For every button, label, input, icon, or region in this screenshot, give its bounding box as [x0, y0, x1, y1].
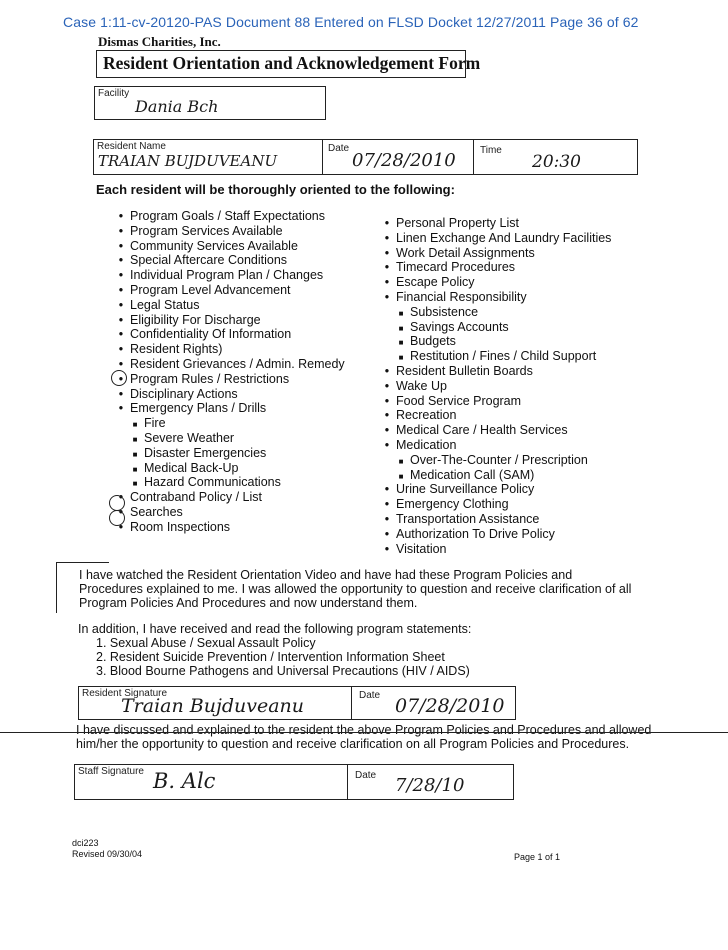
checklist-item: [378, 246, 611, 261]
left-checklist: [112, 209, 345, 535]
checklist-item: [112, 446, 345, 461]
checklist-item: [112, 431, 345, 446]
bullet-icon: •: [384, 437, 390, 452]
checklist-item-label: Legal Status: [130, 297, 200, 312]
checklist-item-label: Medication: [396, 437, 457, 452]
checklist-item-label: Fire: [144, 416, 166, 431]
checklist-item-label: Subsistence: [410, 304, 479, 319]
orientation-intro: Each resident will be thoroughly oriented to the following:: [96, 182, 455, 197]
bullet-icon: •: [384, 378, 390, 393]
checklist-item-label: Food Service Program: [396, 393, 522, 408]
checklist-item-label: Resident Rights): [130, 342, 223, 357]
checklist-item: [378, 394, 611, 409]
acknowledgement-paragraph: I have watched the Resident Orientation Video and have had these Program Policies and Procedures explained to me. I was allowed the opportunity to question and receive clarification of all Program Policies And Procedures and now understand them.: [79, 568, 632, 610]
checklist-item: [112, 342, 345, 357]
checklist-item: [112, 313, 345, 328]
staff-paragraph: I have discussed and explained to the resident the above Program Policies and Procedures and allowed him/her the opportunity to question and receive clarification on all Program Policies and Procedures.: [76, 723, 652, 751]
checklist-item: [112, 327, 345, 342]
bullet-icon: •: [384, 511, 390, 526]
sub-bullet-icon: ■: [132, 449, 138, 459]
checklist-item: [378, 438, 611, 453]
resident-signature-date-value: 07/28/2010: [395, 695, 505, 717]
bullet-icon: •: [118, 342, 124, 357]
bullet-icon: •: [118, 490, 124, 505]
staff-signature-box: [74, 764, 514, 800]
checklist-item-label: Program Rules / Restrictions: [130, 371, 290, 386]
date-value: 07/28/2010: [352, 150, 456, 171]
staff-signature-date-value: 7/28/10: [395, 775, 465, 796]
checklist-item: [112, 253, 345, 268]
checklist-item-label: Restitution / Fines / Child Support: [410, 349, 597, 364]
checklist-item-label: Wake Up: [396, 378, 447, 393]
bullet-icon: •: [118, 327, 124, 342]
bullet-icon: •: [384, 289, 390, 304]
resident-signature-box: [78, 686, 516, 720]
bullet-icon: •: [118, 312, 124, 327]
staff-signature-value: B. Alc: [153, 769, 216, 793]
checklist-item-label: Authorization To Drive Policy: [396, 526, 555, 541]
right-checklist: [378, 216, 611, 556]
checklist-item: [112, 505, 345, 520]
checklist-item: [112, 475, 345, 490]
checklist-item-label: Financial Responsibility: [396, 289, 527, 304]
circled-bullet: [111, 370, 127, 386]
time-value: 20:30: [532, 152, 581, 172]
checklist-item: [378, 497, 611, 512]
bullet-icon: •: [118, 282, 124, 297]
bullet-icon: •: [118, 386, 124, 401]
bullet-icon: •: [384, 526, 390, 541]
checklist-item-label: Medical Back-Up: [144, 460, 239, 475]
checklist-item: [378, 320, 611, 335]
checklist-item-label: Escape Policy: [396, 275, 475, 290]
checklist-item-label: Timecard Procedures: [396, 260, 516, 275]
checklist-item-label: Disciplinary Actions: [130, 386, 238, 401]
checklist-item-label: Searches: [130, 504, 183, 519]
checklist-item: [112, 372, 345, 387]
checklist-item-label: Program Services Available: [130, 223, 283, 238]
bullet-icon: •: [384, 423, 390, 438]
bullet-icon: •: [118, 268, 124, 283]
checklist-item-label: Resident Grievances / Admin. Remedy: [130, 356, 345, 371]
bullet-icon: •: [118, 297, 124, 312]
checklist-item: [378, 542, 611, 557]
checklist-item-label: Budgets: [410, 334, 456, 349]
bullet-icon: •: [118, 238, 124, 253]
checklist-item-label: Emergency Plans / Drills: [130, 401, 267, 416]
checklist-item: [378, 482, 611, 497]
checklist-item: [378, 423, 611, 438]
checklist-item: [378, 527, 611, 542]
statement-item: 3. Blood Bourne Pathogens and Universal Precautions (HIV / AIDS): [96, 664, 470, 678]
facility-label: Facility: [98, 88, 130, 99]
checklist-item-label: Hazard Communications: [144, 475, 281, 490]
checklist-item: [378, 408, 611, 423]
checklist-item: [378, 260, 611, 275]
checklist-item-label: Urine Surveillance Policy: [396, 482, 535, 497]
checklist-item-label: Personal Property List: [396, 216, 519, 230]
checklist-item: [112, 224, 345, 239]
checklist-item-label: Disaster Emergencies: [144, 445, 267, 460]
sub-bullet-icon: ■: [398, 456, 404, 466]
sub-bullet-icon: ■: [398, 338, 404, 348]
checklist-item: [378, 379, 611, 394]
court-header: Case 1:11-cv-20120-PAS Document 88 Entered on FLSD Docket 12/27/2011 Page 36 of 62: [63, 14, 639, 30]
checklist-item-label: Program Level Advancement: [130, 282, 291, 297]
checklist-item: [378, 231, 611, 246]
statement-item: 1. Sexual Abuse / Sexual Assault Policy: [96, 636, 316, 650]
checklist-item-label: Program Goals / Staff Expectations: [130, 209, 326, 223]
circled-bullet: [109, 510, 125, 526]
checklist-item-label: Special Aftercare Conditions: [130, 253, 288, 268]
checklist-item: [112, 490, 345, 505]
statement-item: 2. Resident Suicide Prevention / Intervention Information Sheet: [96, 650, 445, 664]
staff-signature-date-label: Date: [355, 770, 377, 781]
checklist-item: [378, 468, 611, 483]
checklist-item: [112, 298, 345, 313]
resident-name-label: Resident Name: [97, 141, 166, 152]
checklist-item: [378, 275, 611, 290]
checklist-item: [112, 268, 345, 283]
checklist-item-label: Medical Care / Health Services: [396, 423, 568, 438]
checklist-item: [378, 349, 611, 364]
checklist-item-label: Contraband Policy / List: [130, 490, 263, 505]
checklist-item: [378, 453, 611, 468]
resident-info-box: [93, 139, 638, 175]
checklist-item: [112, 357, 345, 372]
checklist-item-label: Medication Call (SAM): [410, 467, 535, 482]
resident-signature-value: Traian Bujduveanu: [121, 695, 305, 717]
bullet-icon: •: [118, 223, 124, 238]
facility-value: Dania Bch: [135, 97, 219, 116]
checklist-item-label: Confidentiality Of Information: [130, 327, 292, 342]
bullet-icon: •: [384, 363, 390, 378]
resident-signature-label: Resident Signature: [82, 688, 168, 699]
checklist-item-label: Savings Accounts: [410, 319, 509, 334]
statements-list: [96, 636, 470, 678]
sub-bullet-icon: ■: [398, 308, 404, 318]
checklist-item: [112, 209, 345, 224]
sub-bullet-icon: ■: [132, 434, 138, 444]
checklist-item: [378, 290, 611, 305]
footer-form-code: dci223: [72, 838, 99, 848]
checklist-item-label: Individual Program Plan / Changes: [130, 268, 324, 283]
bullet-icon: •: [118, 401, 124, 416]
checklist-item-label: Emergency Clothing: [396, 497, 509, 512]
bullet-icon: •: [118, 519, 124, 534]
checklist-item-label: Severe Weather: [144, 430, 235, 445]
checklist-item: [378, 364, 611, 379]
checklist-item: [112, 461, 345, 476]
checklist-item: [378, 512, 611, 527]
strike-line: [0, 732, 728, 733]
checklist-item: [112, 239, 345, 254]
bullet-icon: •: [384, 245, 390, 260]
checklist-item-label: Linen Exchange And Laundry Facilities: [396, 230, 612, 245]
bullet-icon: •: [384, 260, 390, 275]
checklist-item-label: Room Inspections: [130, 519, 231, 534]
addition-intro: In addition, I have received and read the following program statements:: [78, 622, 472, 636]
sub-bullet-icon: ■: [132, 479, 138, 489]
date-label: Date: [328, 143, 350, 154]
bullet-icon: •: [118, 253, 124, 268]
bullet-icon: •: [118, 209, 124, 223]
checklist-item-label: Transportation Assistance: [396, 511, 540, 526]
resident-signature-date-label: Date: [359, 690, 381, 701]
bullet-icon: •: [384, 216, 390, 230]
checklist-item-label: Resident Bulletin Boards: [396, 363, 533, 378]
checklist-item: [112, 387, 345, 402]
footer-page: Page 1 of 1: [514, 852, 561, 862]
sub-bullet-icon: ■: [398, 471, 404, 481]
checklist-item: [378, 216, 611, 231]
bullet-icon: •: [384, 497, 390, 512]
bullet-icon: •: [118, 504, 124, 519]
sub-bullet-icon: ■: [132, 464, 138, 474]
time-label: Time: [480, 145, 502, 156]
sub-bullet-icon: ■: [398, 353, 404, 363]
organization-name: Dismas Charities, Inc.: [98, 34, 221, 49]
bullet-icon: •: [384, 482, 390, 497]
bullet-icon: •: [384, 230, 390, 245]
sub-bullet-icon: ■: [398, 323, 404, 333]
bullet-icon: •: [118, 371, 124, 386]
checklist-item: [112, 520, 345, 535]
checklist-item-label: Visitation: [396, 541, 447, 556]
checklist-item: [378, 305, 611, 320]
staff-signature-label: Staff Signature: [78, 766, 144, 777]
bullet-icon: •: [384, 408, 390, 423]
resident-name-value: TRAIAN BUJDUVEANU: [98, 152, 278, 170]
checklist-item: [378, 334, 611, 349]
checklist-item: [112, 416, 345, 431]
bullet-icon: •: [384, 541, 390, 556]
checklist-item: [112, 283, 345, 298]
sub-bullet-icon: ■: [132, 420, 138, 430]
bullet-icon: •: [118, 356, 124, 371]
checklist-item-label: Over-The-Counter / Prescription: [410, 452, 588, 467]
checklist-item-label: Community Services Available: [130, 238, 298, 253]
facility-box: [94, 86, 326, 120]
circled-bullet: [109, 495, 125, 511]
footer-revised: Revised 09/30/04: [72, 849, 143, 859]
checklist-item-label: Work Detail Assignments: [396, 245, 535, 260]
form-title: Resident Orientation and Acknowledgement Form: [96, 50, 466, 78]
checklist-item-label: Eligibility For Discharge: [130, 312, 261, 327]
checklist-item-label: Recreation: [396, 408, 457, 423]
bullet-icon: •: [384, 393, 390, 408]
checklist-item: [112, 401, 345, 416]
bullet-icon: •: [384, 275, 390, 290]
